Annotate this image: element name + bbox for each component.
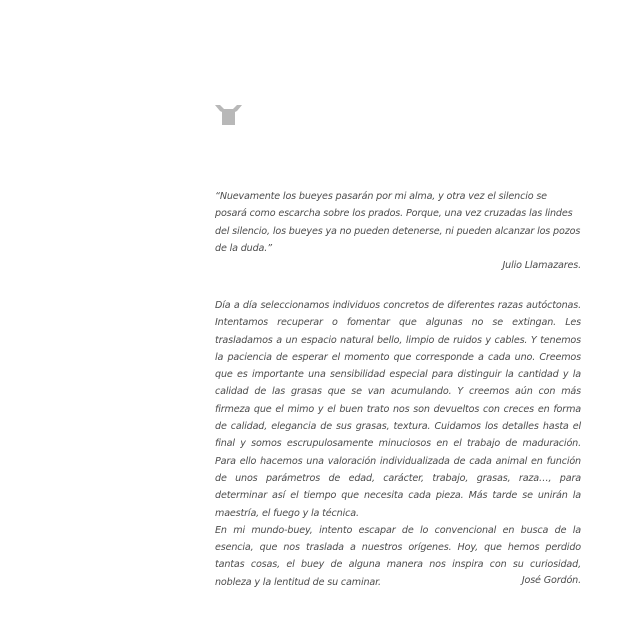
- body-author: José Gordón.: [521, 575, 581, 586]
- opening-quote: [215, 188, 581, 257]
- body-paragraph-1: Día a día seleccionamos individuos concretos de diferentes razas autóctonas. Intentamos recuperar o fomentar que algunas no se extingan. Les trasladamos a un espacio natural bello, limpio de ruidos y cables. Y tenemos la paciencia de esperar el momento que corresponde a cada uno. Creemos que es importante una sensibilidad especial para distinguir la cantidad y la calidad de las grasas que se van acumulando. Y creemos aún con más firmeza que el mimo y el buen trato nos son devueltos con creces en forma de calidad, elegancia de sus grasas, textura. Cuidamos los detalles hasta el final y somos escrupulosamente minuciosos en el trabajo de maduración. Para ello hacemos una valoración individualizada de cada animal en función de unos parámetros de edad, carácter, trabajo, grasas, raza…, para determinar así el tiempo que necesita cada pieza. Más tarde se unirán la maestría, el fuego y la técnica.: [215, 300, 581, 519]
- quote-text: “Nuevamente los bueyes pasarán por mi alma, y otra vez el silencio se posará como escarcha sobre los prados. Porque, una vez cruzadas las lindes del silencio, los bueyes ya no pueden detenerse, ni pueden alcanzar los pozos de la duda.”: [215, 191, 581, 254]
- body-paragraph-2: En mi mundo-buey, intento escapar de lo convencional en busca de la esencia, que nos traslada a nuestros orígenes. Hoy, que hemos perdido tantas cosas, el buey de alguna manera nos inspira con su curiosidad, nobleza y la lentitud de su caminar.: [215, 524, 581, 588]
- bull-head-icon: [215, 104, 242, 126]
- body-text: [215, 297, 581, 591]
- quote-author: Julio Llamazares.: [502, 260, 581, 271]
